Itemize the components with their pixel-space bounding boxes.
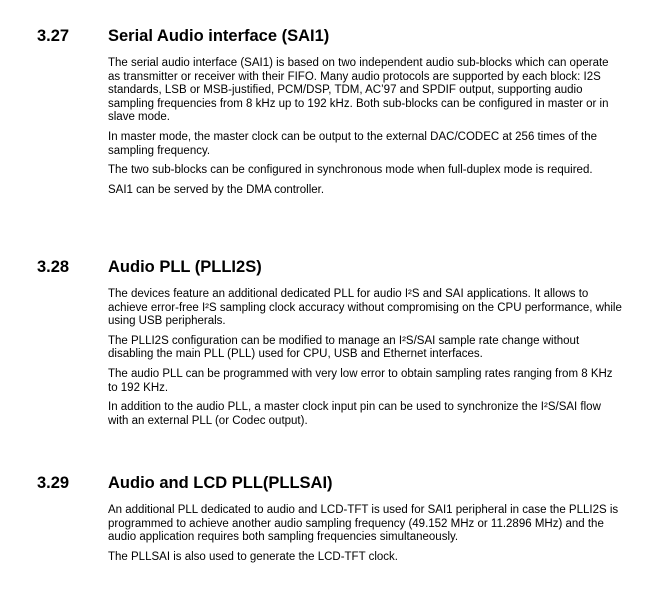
section-number: 3.28 [37, 258, 70, 276]
section-number: 3.29 [37, 474, 70, 492]
paragraph: The devices feature an additional dedicated PLL for audio I²S and SAI applications. It allows to achieve error-free I²S sampling clock accuracy without compromising on the CPU performance, while using USB peripherals. [108, 288, 622, 328]
paragraph: In addition to the audio PLL, a master clock input pin can be used to synchronize the I²S/SAI flow with an external PLL (or Codec output). [108, 401, 601, 427]
paragraph: In master mode, the master clock can be output to the external DAC/CODEC at 256 times of the sampling frequency. [108, 130, 597, 157]
section-3-27 [0, 27, 650, 196]
section-title: Audio PLL (PLLI2S) [108, 258, 262, 276]
section-title: Audio and LCD PLL(PLLSAI) [108, 474, 333, 492]
section-number: 3.27 [37, 27, 70, 45]
section-body [108, 504, 623, 570]
paragraph: The serial audio interface (SAI1) is based on two independent audio sub-blocks which can operate as transmitter or receiver with their FIFO. Many audio protocols are supported by each block: I2S standards, LSB or MSB-justified, PCM/DSP, TDM, AC’97 and SPDIF output, supporting audio sampling frequencies from 8 kHz up to 192 kHz. Both sub-blocks can be configured in master or in slave mode. [108, 57, 609, 124]
paragraph: SAI1 can be served by the DMA controller. [108, 183, 325, 196]
paragraph: The PLLSAI is also used to generate the LCD-TFT clock. [108, 550, 398, 563]
section-3-29 [0, 474, 650, 563]
paragraph: The PLLI2S configuration can be modified to manage an I²S/SAI sample rate change without disabling the main PLL (PLL) used for CPU, USB and Ethernet interfaces. [108, 334, 580, 361]
section-body [108, 57, 623, 203]
section-body [108, 288, 623, 434]
section-heading [0, 27, 650, 51]
section-title: Serial Audio interface (SAI1) [108, 27, 330, 45]
paragraph: The audio PLL can be programmed with very low error to obtain sampling rates ranging from 8 KHz to 192 KHz. [108, 367, 613, 394]
section-3-28 [0, 258, 650, 427]
paragraph: An additional PLL dedicated to audio and LCD-TFT is used for SAI1 peripheral in case the PLLI2S is programmed to achieve another audio sampling frequency (49.152 MHz or 11.2896 MHz) and the audio application requires both sampling frequencies simultaneously. [108, 504, 619, 544]
paragraph: The two sub-blocks can be configured in synchronous mode when full-duplex mode is required. [108, 164, 593, 177]
section-heading [0, 474, 650, 498]
section-heading [0, 258, 650, 282]
